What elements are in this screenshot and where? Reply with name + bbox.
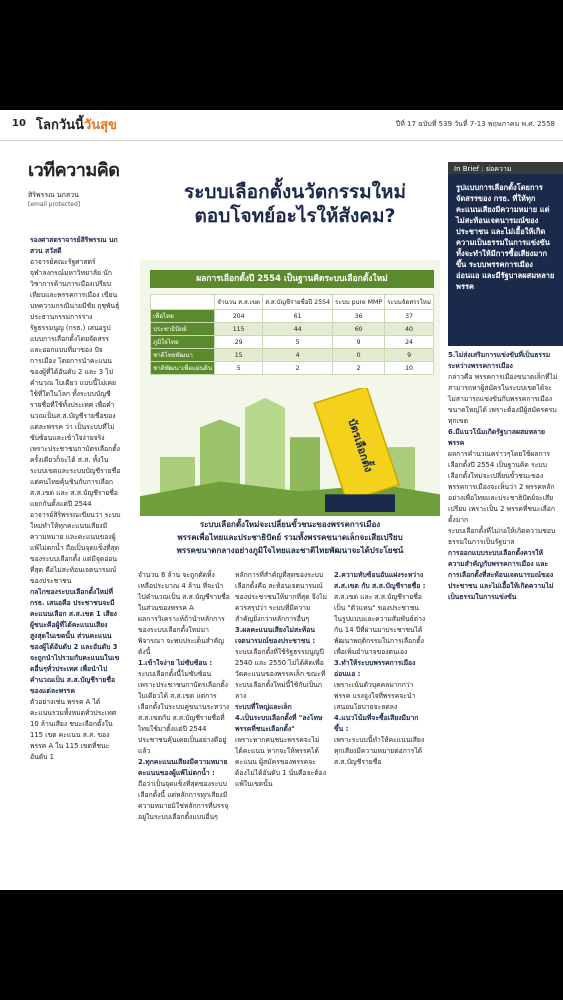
caption-line-3: พรรคขนาดกลางอย่างภูมิใจไทยและชาติไทยพัฒนาจะได้ประโยชน์ [176,546,404,555]
body-paragraph: ถือว่าเป็นจุดแข็งที่สุดของระบบเลือกตั้งนี้ แต่หลักการทุกเสียงมีความหมายมิใช่หลักการที่บรรจุอยู่ในระบบเลือกตั้งแบบอื่นๆ [138,780,229,821]
party-name-cell: ประชาธิปัตย์ [151,323,215,336]
body-paragraph: การออกแบบระบบเลือกตั้งควรให้ความสำคัญกับพรรคการเมือง และการเลือกตั้งที่สะท้อนเจตนารมณ์ของประชาชน และไม่เอื้อให้เกิดความไม่เป็นธรรมในการแข่งขัน [448,549,554,601]
body-paragraph: 3.ผลคะแนนเสียงไม่สะท้อนเจตนารมณ์ของประชาชน : [235,626,316,645]
body-column-c [334,570,426,768]
body-paragraph: อาจารย์สิริพรรณเขียนว่า ระบบใหม่ทำให้ทุกคะแนนเสียงมีความหมาย และคะแนนของผู้แพ้ไม่ตกน้ำ ถือเป็นจุดแข็งที่สุดของระบบเลือกตั้ง แต่มีจุดอ่อนที่สุด คือไม่สะท้อนเจตนารมณ์ของประชาชน [30,511,121,585]
seat-count-cell: 0 [333,349,385,362]
party-name-cell: ภูมิใจไทย [151,336,215,349]
article-headline [145,180,445,228]
table-header-cell [151,295,215,310]
body-paragraph: ส.ส.เขต และ ส.ส.บัญชีรายชื่อ เป็น "ตัวแทน" ของประชาชนในรูปแบบและความสัมพันธ์ต่างกัน 14 ปีที่ผ่านมาประชาชนได้พัฒนาพฤติกรรมในการเลือกตั้งเพื่อเพิ่มอำนาจของตนเอง [334,593,426,656]
seat-count-cell: 10 [385,362,434,375]
seat-count-cell: 2 [263,362,333,375]
headline-line-1: ระบบเลือกตั้งนวัตกรรมใหม่ [184,181,406,203]
caption-line-2: พรรคเพื่อไทยและประชาธิปัตย์ รวมทั้งพรรคขนาดเล็กจะเสียเปรียบ [177,533,403,542]
column-email: [email protected] [28,201,81,208]
seat-count-cell: 37 [385,310,434,323]
body-column-left [30,235,122,763]
table-title: ผลการเลือกตั้งปี 2554 เป็นฐานคิดระบบเลือกตั้งใหม่ [150,270,434,288]
body-paragraph: ระบบที่ใหญ่และเล็ก [235,703,292,711]
body-paragraph: หลักการที่สำคัญที่สุดของระบบเลือกตั้งคือ สะท้อนเจตนารมณ์ของประชาชนให้มากที่สุด จึงไม่ควรสรุปว่า ระบบที่มีความสำคัญยิ่งกว่าหลักการอื่นๆ [235,571,327,623]
issue-info: ปีที่ 17 ฉบับที่ 539 วันที่ 7-13 พฤษภาคม พ.ศ. 2558 [395,120,555,128]
seat-count-cell: 44 [263,323,333,336]
table-row [151,336,434,349]
magazine-name [36,114,117,135]
magazine-suffix: วันสุข [83,118,117,133]
party-name-cell: เพื่อไทย [151,310,215,323]
seat-count-cell: 24 [385,336,434,349]
seat-count-cell: 9 [385,349,434,362]
table-row [151,362,434,375]
body-paragraph: 5.ไม่ส่งเสริมการแข่งขันที่เป็นธรรมระหว่างพรรคการเมือง [448,351,551,370]
body-paragraph: ผลการวิเคราะห์ถ้านำหลักการของระบบเลือกตั้งใหม่มาพิจารณา จะพบประเด็นสำคัญดังนี้ [138,615,225,656]
body-paragraph: ระบบเลือกตั้งที่ไม่ก่อให้เกิดความชอบธรรมในการเป็นรัฐบาล [448,527,556,546]
illustration-caption [140,518,440,557]
page-header [0,110,563,141]
magazine-prefix: โลกวันนี้ [36,118,84,133]
table-header-cell: ระบบจัดสรรใหม่ [385,295,434,310]
in-brief-box: รูปแบบการเลือกตั้งโดยการจัดสรรของ กรธ. ที่ให้ทุกคะแนนเสียงมีความหมาย แต่ไม่สะท้อนเจตนารมณ์ของประชาชน และไม่เอื้อให้เกิดความเป็นธรรมในการแข่งขัน ทั้งจะทำให้มีการซื้อเสียงมากขึ้น ระบบพรรคการเมืองอ่อนแอ และมีรัฐบาลผสมหลายพรรค [448,174,563,346]
seat-count-cell: 36 [333,310,385,323]
seat-count-cell: 40 [385,323,434,336]
seat-count-cell: 4 [263,349,333,362]
body-paragraph: 4.เป็นระบบเลือกตั้งที่ "ลงโทษพรรคที่ชนะเลือกตั้ง" [235,714,323,733]
seat-count-cell: 204 [215,310,263,323]
caption-line-1: ระบบเลือกตั้งใหม่จะเปลี่ยนขั้วชนะของพรรคการเมือง [199,520,381,529]
table-header-cell: ส.ส.บัญชีรายชื่อปี 2554 [263,295,333,310]
table-row [151,349,434,362]
seat-count-cell: 115 [215,323,263,336]
table-header-cell: ระบบ pure MMP [333,295,385,310]
table-row [151,323,434,336]
body-paragraph: กลไกของระบบเลือกตั้งใหม่ที่ กรธ. เสนอคือ ประชาชนจะมีคะแนนเลือก ส.ส.เขต 1 เสียง ผู้ชนะคือผู้ที่ได้คะแนนเสียงสูงสุดในเขตนั้น ส่วนคะแนนของผู้ได้อันดับ 2 และอันดับ 3 จะถูกนำไปรวมกับคะแนนในเขตอื่นๆทั่วประเทศ เพื่อนำไปคำนวณเป็น ส.ส.บัญชีรายชื่อของแต่ละพรรค [30,588,120,695]
ballot-illustration [140,388,440,516]
in-brief-label: In Brief : ย่อความ [448,162,563,174]
magazine-page [0,110,563,890]
body-paragraph: 4.แนวโน้มที่จะซื้อเสียงมีมากขึ้น : [334,714,419,733]
page-number: 10 [12,118,26,129]
headline-line-2: ตอบโจทย์อะไรให้สังคม? [194,205,396,227]
column-title: เวทีความคิด [28,160,120,181]
body-paragraph: เพราะหากคนชนะพรรคจะไม่ได้คะแนน หากจะให้พรรคได้คะแนน ผู้สมัครของพรรคจะต้องไม่ได้อันดับ 1 นั่นคือจะต้องแพ้ในเขตนั้น [235,736,327,788]
body-paragraph: 6.มีแนวโน้มเกิดรัฐบาลผสมหลายพรรค [448,428,546,447]
table-header-row [151,295,434,310]
body-paragraph: 2.ทุกคะแนนเสียงมีความหมาย คะแนนของผู้แพ้ไม่ตกน้ำ : [138,758,228,777]
seat-count-cell: 5 [263,336,333,349]
body-column-a [138,570,230,823]
party-name-cell: ชาติพัฒนาเพื่อแผ่นดิน [151,362,215,375]
party-name-cell: ชาติไทยพัฒนา [151,349,215,362]
body-paragraph: จำนวน 6 ล้าน จะถูกตัดทิ้ง เหลือประมาณ 4 ล้าน ที่จะนำไปคำนวณเป็น ส.ส.บัญชีรายชื่อในส่วนของพรรค A [138,571,230,612]
column-title-block [28,155,123,227]
table-header-cell: จำนวน ส.ส.เขต [215,295,263,310]
ballot-label: บัตรเลือกตั้ง [345,417,376,474]
seat-count-cell: 61 [263,310,333,323]
body-paragraph: อาจารย์คณะรัฐศาสตร์ จุฬาลงกรณ์มหาวิทยาลัย นักวิชาการด้านการเมืองเปรียบเทียบและพรรคการเมือง เขียนบทความกรณีนายมีชัย ฤชุพันธุ์ ประธานกรรมการร่างรัฐธรรมนูญ (กรธ.) เสนอรูปแบบการเลือกตั้งโดยจัดสรร และออกแบบที่มาของ ปัจการเมือง โดยการนำคะแนนของผู้ที่ได้อันดับ 2 และ 3 ไปคำนวณ ใบเดียว แบบนี้ไม่เคยใช้ที่ใดในโลก ทั้งระบบบัญชีรายชื่อที่ใช้ทั้งประเทศ เพื่อคำนวณเป็นส.ส.บัญชีรายชื่อของแต่ละพรรค ว่า เป็นระบบที่ไม่ซับซ้อนและเข้าใจง่ายจริง เพราะประชาชนกาบัตรเลือกตั้งครั้งเดียวก็จะได้ ส.ส. ทั้งในระบบเขตและระบบบัญชีรายชื่อ แต่คนไทยคุ้นชินกับการเลือก ส.ส.เขต และ ส.ส.บัญชีรายชื่อแยกกันตั้งแต่ปี 2544 [30,258,121,508]
body-paragraph: กล่าวคือ พรรคการเมืองขนาดเล็กที่ไม่สามารถหาผู้สมัครในระบบเขตได้จะไม่สามารถแข่งขันกับพรรคการเมืองขนาดใหญ่ได้ เพราะต้องมีผู้สมัครครบทุกเขต [448,373,558,425]
column-author: สิริพรรณ นกสวน [28,191,79,199]
body-paragraph: ผลการคำนวณคร่าวๆโดยใช้ผลการเลือกตั้งปี 2554 เป็นฐานคิด ระบบเลือกตั้งใหม่จะเปลี่ยนขั้วชนะของพรรคการเมืองจะเห็นว่า 2 พรรคหลักอย่างเพื่อไทยและประชาธิปัตย์จะเสียเปรียบ เพราะเป็น 2 พรรคที่ชนะเลือกตั้งมาก [448,450,556,524]
body-column-right [448,350,558,603]
body-paragraph: ตัวอย่างเช่น พรรค A ได้คะแนนรวมทั้งหมดทั่วประเทศ 10 ล้านเสียง ชนะเลือกตั้งใน 115 เขต คะแนน ส.ส. ของพรรค A ใน 115 เขตที่ชนะอันดับ 1 [30,698,117,761]
results-table [150,294,434,375]
body-paragraph: 2.ความทับซ้อนอันแฝงระหว่าง ส.ส.เขต กับ ส.ส.บัญชีรายชื่อ : [334,571,426,590]
body-paragraph: ระบบเลือกตั้งที่ใช้รัฐธรรมนูญปี 2540 และ 2550 ไม่ได้คิดเพื่อวัดคะแนนของพรรคเล็ก ขณะที่ระบบเลือกตั้งใหม่นี้ใช้กับเป็นกลาง [235,648,326,700]
body-paragraph: เพราะเน้นตัวบุคคลมากกว่าพรรค แรงจูงใจที่พรรคจะนำเสนอนโยบายจะลดลง [334,681,416,711]
table-row [151,310,434,323]
body-paragraph: เพราะระบบนี้ทำให้คะแนนเสียงทุกเสียงมีความหมายต่อการได้ ส.ส.บัญชีรายชื่อ [334,736,425,766]
body-paragraph: ระบบเลือกตั้งนี้ไม่ซับซ้อน เพราะประชาชนกาบัตรเลือกตั้งใบเดียวได้ ส.ส.เขต แต่การเลือกตั้งในระบบคู่ขนานระหว่าง ส.ส.เขตกับ ส.ส.บัญชีรายชื่อที่ไทยใช้มาตั้งแต่ปี 2544 ประชาชนคุ้นเคยเป็นอย่างดีอยู่แล้ว [138,670,230,755]
seat-count-cell: 5 [215,362,263,375]
seat-count-cell: 15 [215,349,263,362]
seat-count-cell: 2 [333,362,385,375]
seat-count-cell: 60 [333,323,385,336]
body-column-b [235,570,327,790]
seat-count-cell: 29 [215,336,263,349]
body-paragraph: รองศาสตราจารย์สิริพรรณ นกสวน สวัสดี [30,236,118,255]
seat-count-cell: 9 [333,336,385,349]
body-paragraph: 1.เข้าใจง่าย ไม่ซับซ้อน : [138,659,213,667]
body-paragraph: 3.ทำให้ระบบพรรคการเมืองอ่อนแอ : [334,659,416,678]
ballot-box [325,494,395,512]
